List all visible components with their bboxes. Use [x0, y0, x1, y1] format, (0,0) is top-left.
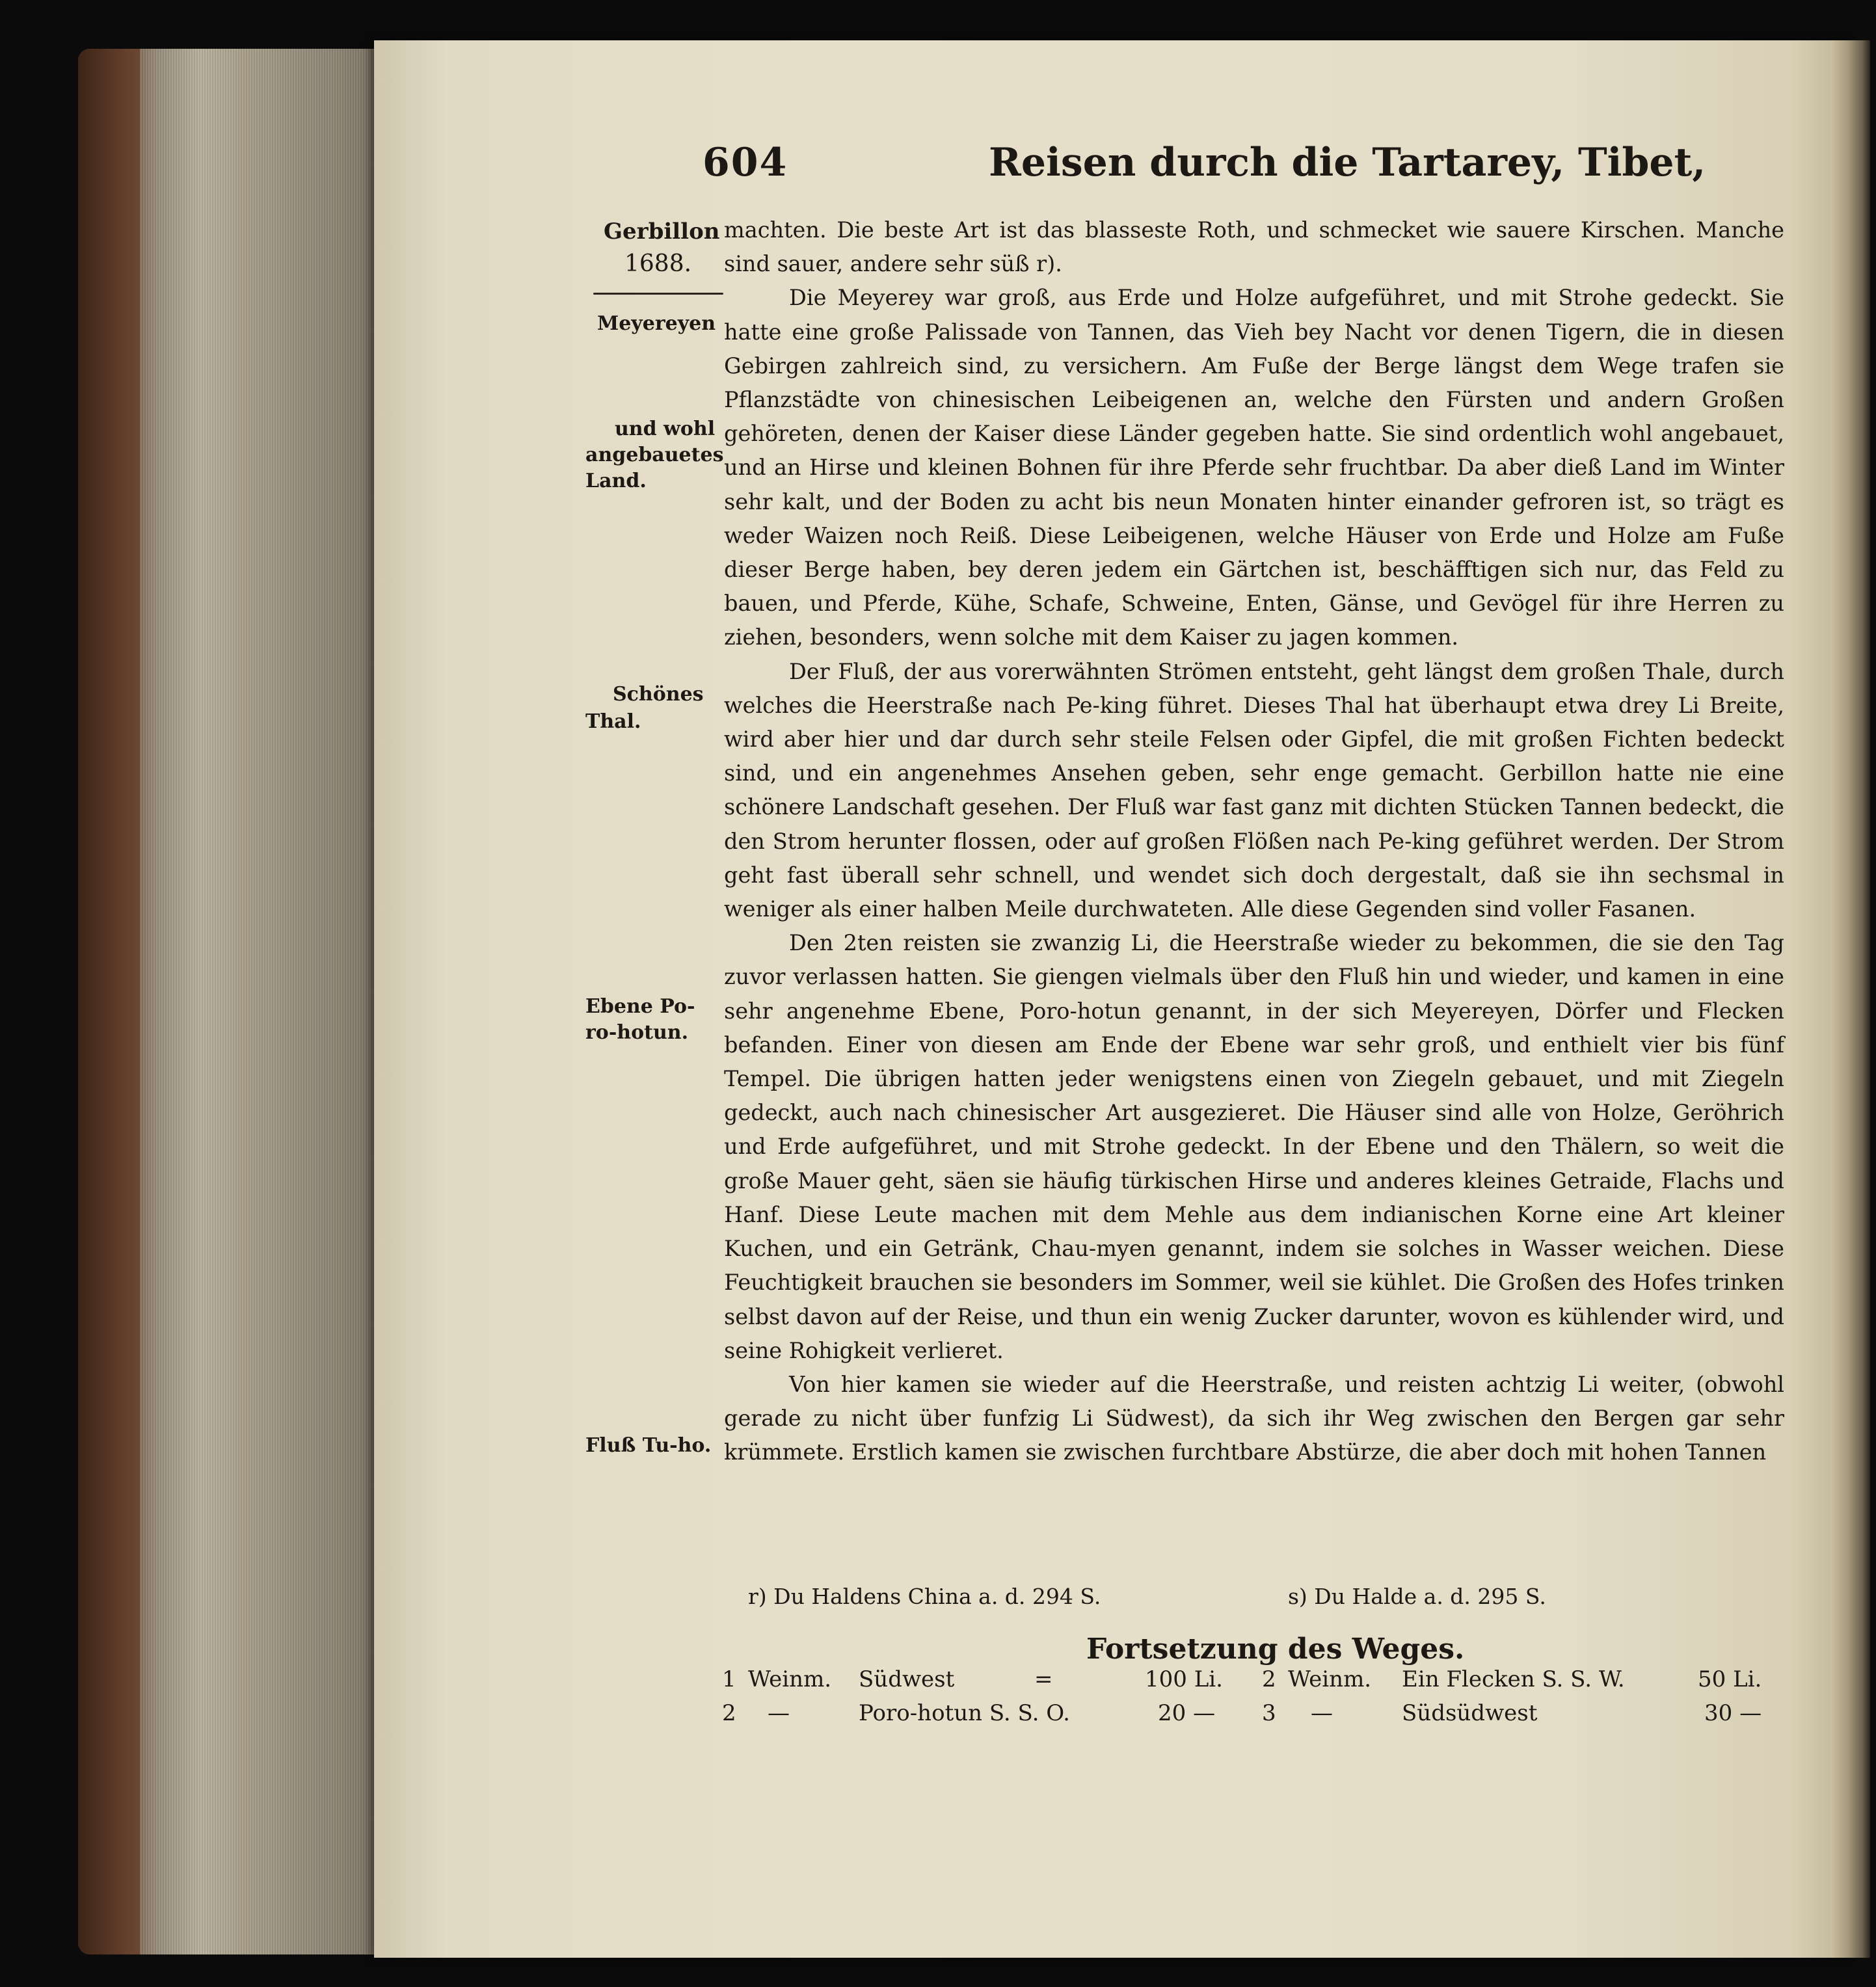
margin-note-rohotun: ro-hotun. [585, 1021, 689, 1044]
route-direction: Ein Flecken S. S. W. [1402, 1666, 1625, 1692]
route-month: — [1311, 1700, 1333, 1726]
page-number: 604 [703, 140, 788, 185]
route-month: — [768, 1700, 790, 1726]
margin-note-land: Land. [585, 470, 647, 492]
route-day: 3 [1262, 1700, 1276, 1726]
margin-rule [593, 293, 723, 295]
route-month: Weinm. [748, 1666, 832, 1692]
paragraph-2: Die Meyerey war groß, aus Erde und Holze aufgeführet, und mit Strohe gedeckt. Sie hatte eine große Palissade von Tannen, das Vieh bey Nacht vor denen Tigern, die in diesen Gebirgen zahlreich sind, zu versichern. Am Fuße der Berge längst dem Wege trafen sie Pflanzstädte von chinesischen Leibeigenen an, welche den Fürsten und andern Großen gehöreten, denen der Kaiser diese Länder gegeben hatte. Sie sind ordentlich wohl angebauet, und an Hirse und kleinen Bohnen für ihre Pferde sehr fruchtbar. Da aber dieß Land im Winter sehr kalt, und der Boden zu acht bis neun Monaten hinter einander gefroren ist, so trägt es weder Waizen noch Reiß. Diese Leibeigenen, welche Häuser von Erde und Holze am Fuße dieser Berge haben, bey deren jedem ein Gärtchen ist, beschäfftigen sich nur, das Feld zu bauen, und Pferde, Kühe, Schafe, Schweine, Enten, Gänse, und Gevögel für ihre Herren zu ziehen, besonders, wenn solche mit dem Kaiser zu jagen kommen. [724, 285, 1784, 650]
running-title: Reisen durch die Tartarey, Tibet, [989, 140, 1706, 185]
route-distance: 30 — [1704, 1700, 1762, 1726]
margin-note-thal: Thal. [585, 710, 641, 733]
paragraph-3: Der Fluß, der aus vorerwähnten Strömen entsteht, geht längst dem großen Thale, durch welches die Heerstraße nach Pe-king führet. Dieses Thal hat überhaupt etwa drey Li Breite, wird aber hier und dar durch sehr steile Felsen oder Gipfel, die mit großen Fichten bedeckt sind, und ein angenehmes Ansehen geben, sehr enge gemacht. Gerbillon hatte nie eine schönere Landschaft gesehen. Der Fluß war fast ganz mit dichten Stücken Tannen bedeckt, die den Strom herunter flossen, oder auf großen Flößen nach Pe-king geführet werden. Der Strom geht fast überall sehr schnell, und wendet sich doch dergestalt, daß sie ihn sechsmal in weniger als einer halben Meile durchwateten. Alle diese Gegenden sind voller Fasanen. [724, 658, 1784, 922]
footnote-s: s) Du Halde a. d. 295 S. [1288, 1584, 1546, 1609]
route-title: Fortsetzung des Weges. [1086, 1633, 1465, 1666]
margin-note-year: 1688. [624, 250, 692, 277]
paragraph-4: Den 2ten reisten sie zwanzig Li, die Heerstraße wieder zu bekommen, die sie den Tag zuvor verlassen hatten. Sie giengen vielmals über den Fluß hin und wieder, und kamen in eine sehr angenehme Ebene, Poro-hotun genannt, in der sich Meyereyen, Dörfer und Flecken befanden. Einer von diesen am Ende der Ebene war sehr groß, und enthielt vier bis fünf Tempel. Die übrigen hatten jeder wenigstens einen von Ziegeln gebauet, und mit Ziegeln gedeckt, auch nach chinesischer Art ausgezieret. Die Häuser sind alle von Holze, Geröhrich und Erde aufgeführet, und mit Strohe gedeckt. In der Ebene und den Thälern, so weit die große Mauer geht, säen sie häufig türkischen Hirse und anderes kleines Getraide, Flachs und Hanf. Diese Leute machen mit dem Mehle aus dem indianischen Korne eine Art kleiner Kuchen, und ein Getränk, Chau-myen genannt, indem sie solches in Wasser weichen. Diese Feuchtigkeit brauchen sie besonders im Sommer, weil sie kühlet. Die Großen des Hofes trinken selbst davon auf der Reise, und thun ein wenig Zucker darunter, wovon es kühlender wird, und seine Rohigkeit verlieret. [724, 930, 1784, 1363]
route-ditto-mark: = [1034, 1666, 1053, 1692]
margin-note-meyereyen: Meyereyen [597, 312, 716, 335]
margin-note-angebauetes: angebauetes [585, 444, 724, 466]
route-day: 2 [722, 1700, 736, 1726]
book-cover-edge [78, 49, 140, 1954]
body-text [724, 213, 1784, 1470]
margin-note-fluss: Fluß Tu-ho. [585, 1434, 712, 1457]
route-distance: 100 Li. [1145, 1666, 1223, 1692]
paragraph-5: Von hier kamen sie wieder auf die Heerstraße, und reisten achtzig Li weiter, (obwohl gerade zu nicht über funfzig Li Südwest), da sich ihr Weg zwischen den Bergen gar sehr krümmete. Erstlich kamen sie zwischen furchtbare Abstürze, die aber doch mit hohen Tannen [724, 1371, 1784, 1465]
route-direction: Südwest [859, 1666, 955, 1692]
route-distance: 50 Li. [1698, 1666, 1762, 1692]
route-row [716, 1666, 1795, 1700]
footnote-r: r) Du Haldens China a. d. 294 S. [748, 1584, 1101, 1609]
running-header [703, 133, 1802, 205]
paragraph-1: machten. Die beste Art ist das blasseste Roth, und schmecket wie sauere Kirschen. Manche sind sauer, andere sehr süß r). [724, 217, 1784, 277]
margin-note-schoenes: Schönes [613, 683, 704, 706]
route-row [716, 1700, 1795, 1734]
route-day: 1 [722, 1666, 736, 1692]
facing-page-edge [1831, 40, 1870, 1958]
route-month: Weinm. [1288, 1666, 1372, 1692]
route-direction: Poro-hotun S. S. O. [859, 1700, 1070, 1726]
route-direction: Südsüdwest [1402, 1700, 1538, 1726]
margin-note-ebene: Ebene Po- [585, 995, 695, 1018]
route-day: 2 [1262, 1666, 1276, 1692]
margin-note-wohl: und wohl [615, 418, 716, 440]
route-distance: 20 — [1158, 1700, 1216, 1726]
margin-note-gerbillon: Gerbillon [604, 219, 720, 245]
route-table [716, 1666, 1795, 1734]
